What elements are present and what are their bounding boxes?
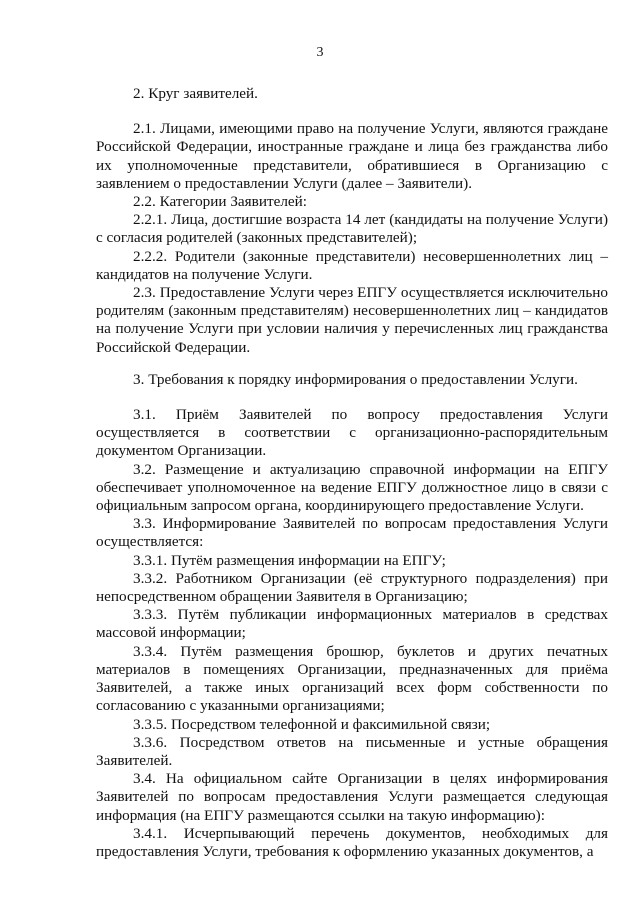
paragraph: 3.4.1. Исчерпывающий перечень документов, необходимых для предоставления Услуги, требования к оформлению указанных документов, а xyxy=(96,824,608,860)
paragraph: 3.3.6. Посредством ответов на письменные и устные обращения Заявителей. xyxy=(96,733,608,769)
paragraph: 3.3.5. Посредством телефонной и факсимильной связи; xyxy=(133,715,491,733)
paragraph: 2.3. Предоставление Услуги через ЕПГУ осуществляется исключительно родителям (законным представителям) несовершеннолетних лиц – кандидатов на получение Услуги при условии наличия у перечисленных лиц гражданства Российской Федерации. xyxy=(96,284,608,356)
page-number: 3 xyxy=(316,45,324,60)
paragraph: 3.4. На официальном сайте Организации в целях информирования Заявителей по вопросам предоставления Услуги размещается следующая информация (на ЕПГУ размещаются ссылки на такую информацию): xyxy=(96,770,608,824)
paragraph: 3.3.4. Путём размещения брошюр, буклетов и других печатных материалов в помещениях Организации, предназначенных для приёма Заявителей, а также иных организаций всех форм собственности по согласованию с указанными организациями; xyxy=(96,642,608,715)
paragraph: 3.3. Информирование Заявителей по вопросам предоставления Услуги осуществляется: xyxy=(96,515,608,551)
paragraph: 3.3.3. Путём публикации информационных материалов в средствах массовой информации; xyxy=(96,606,608,642)
paragraph: 3.3.2. Работником Организации (её структурного подразделения) при непосредственном обращении Заявителя в Организацию; xyxy=(96,569,608,606)
paragraph: 2.2.2. Родители (законные представители) несовершеннолетних лиц – кандидатов на получение Услуги. xyxy=(96,247,608,283)
section-heading: 2. Круг заявителей. xyxy=(133,85,258,102)
section-heading: 3. Требования к порядку информирования о предоставлении Услуги. xyxy=(133,370,578,388)
paragraph: 2.2.1. Лица, достигшие возраста 14 лет (кандидаты на получение Услуги) с согласия родителей (законных представителей); xyxy=(96,211,608,247)
document-body xyxy=(96,85,608,861)
paragraph: 3.3.1. Путём размещения информации на ЕПГУ; xyxy=(133,551,446,569)
paragraph: 3.1. Приём Заявителей по вопросу предоставления Услуги осуществляется в соответствии с организационно-распорядительным документом Организации. xyxy=(96,406,608,460)
paragraph: 3.2. Размещение и актуализацию справочной информации на ЕПГУ обеспечивает уполномоченное на ведение ЕПГУ должностное лицо в связи с официальным запросом органа, координирующего предоставление Услуги. xyxy=(96,460,608,515)
paragraph: 2.1. Лицами, имеющими право на получение Услуги, являются граждане Российской Федерации, иностранные граждане и лица без гражданства либо их уполномоченные представители, обратившиеся в Организацию с заявлением о предоставлении Услуги (далее – Заявители). xyxy=(96,120,608,192)
paragraph: 2.2. Категории Заявителей: xyxy=(133,193,308,211)
